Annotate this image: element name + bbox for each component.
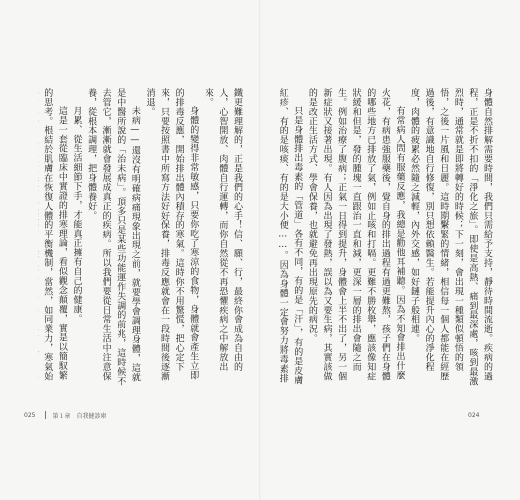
right-page-footer xyxy=(468,409,479,421)
left-page-paragraph xyxy=(69,88,84,388)
body-text: 這是一套從臨床中實證的排寒理論，看似觀念顛覆，實是以簡馭繁的思考。根結於肌膚在恢復人體的平衡機制，當然，如同業力，寒氣始 xyxy=(42,88,67,381)
left-page-paragraph xyxy=(38,88,69,388)
body-text: 鐵更難理解的，正是我們的心手！信、願、行，最終你會成為自由的人，心智開放、肉體自行運轉，而你自然從不再恐懼疾病之中解放出來。 xyxy=(202,88,242,372)
body-text: 只是身體排出毒素的「管道」各有不同，有的是「汗」，有的是皮膚紅疹、有的是咳痰、有的是大小便……。因為身體一定會努力將毒素排 xyxy=(277,88,303,385)
body-text: 有常病人問有服藥反應，我總是勸他耳補聽。因為不知會排出什麼火花，有病患強服藥後，覺自身的排出過程有過更難熬，孩子們在身體的哪些地方已排放了氣，例如止咳和打嗝。更難不勝枚舉，應該像知症狀緩和但是，發的腫塊一直跟治一直和減，更深一層的排出會隨之而生。例如治療了腹病；正氣一日得到提升，身體會上半不出了，另一個新症狀又接著出現。有人因為出現了發熱，誤以為又要生病，其實該做的是改正生活方式、學會保養，也就避免再出現原先的病況。 xyxy=(306,88,405,381)
left-page-number: 025 xyxy=(24,411,36,419)
right-page-paragraph xyxy=(274,88,304,388)
body-text: 身體自然排解需要時間，我們只需給予支持，靜待時間流逝。疾病的過程，正是不折不扣的「淨化之旅」。即使是高熱、痛到最深處，咳到最激烈時，通常就是即將轉好的時候；下一刻，會出現一種類似頓悟的領悟，之後一片風和日麗。這時期繫緊的情緒，相信每一個人都能在經歷過後，有意識地自行修復，別只想依賴醫生。若能提升內心的淨化程度，肉體的疲累必然隨之減輕，內外交感，如好鏈子般相連。 xyxy=(409,88,492,386)
footer-divider xyxy=(45,411,46,419)
body-text: 月累、從生活細節下手，才能真正擁有自己的健康。 xyxy=(71,106,82,324)
left-page-paragraph xyxy=(200,88,244,388)
right-page-paragraph xyxy=(304,88,406,388)
right-page-paragraph xyxy=(406,88,494,388)
body-text: 身體的變得非常敏感，只要你吃了寒涼的食物，身體就會產生立即的排毒反應，開始排出體內積存的寒氣。這時你不用驚慌，把心定下來，只要按照書中所寫方法好好保養，排毒反應就會在一段時間後逐漸消退。 xyxy=(144,88,199,381)
left-page-footer xyxy=(24,409,106,421)
left-page-paragraph xyxy=(142,88,200,388)
running-head-chapter: 第１章 xyxy=(52,412,71,420)
left-page-text-block xyxy=(38,88,244,388)
right-page-text-block xyxy=(274,88,494,388)
running-head-title: 自我健診庫 xyxy=(76,412,107,420)
left-page-paragraph xyxy=(83,88,141,388)
right-page xyxy=(260,0,520,500)
right-page-number: 024 xyxy=(468,411,480,419)
body-text: 未病——還沒有明確病痛現象出現之前，就要學會調理身體，這就是中醫所說的「治未病」。頂多只是某些功能運作失調的前兆，這時候不去管它，漸漸就會發展成真正的疾病。所以我們要從日常生活中注意保養，從根本調理，把身體養好。 xyxy=(86,88,140,386)
